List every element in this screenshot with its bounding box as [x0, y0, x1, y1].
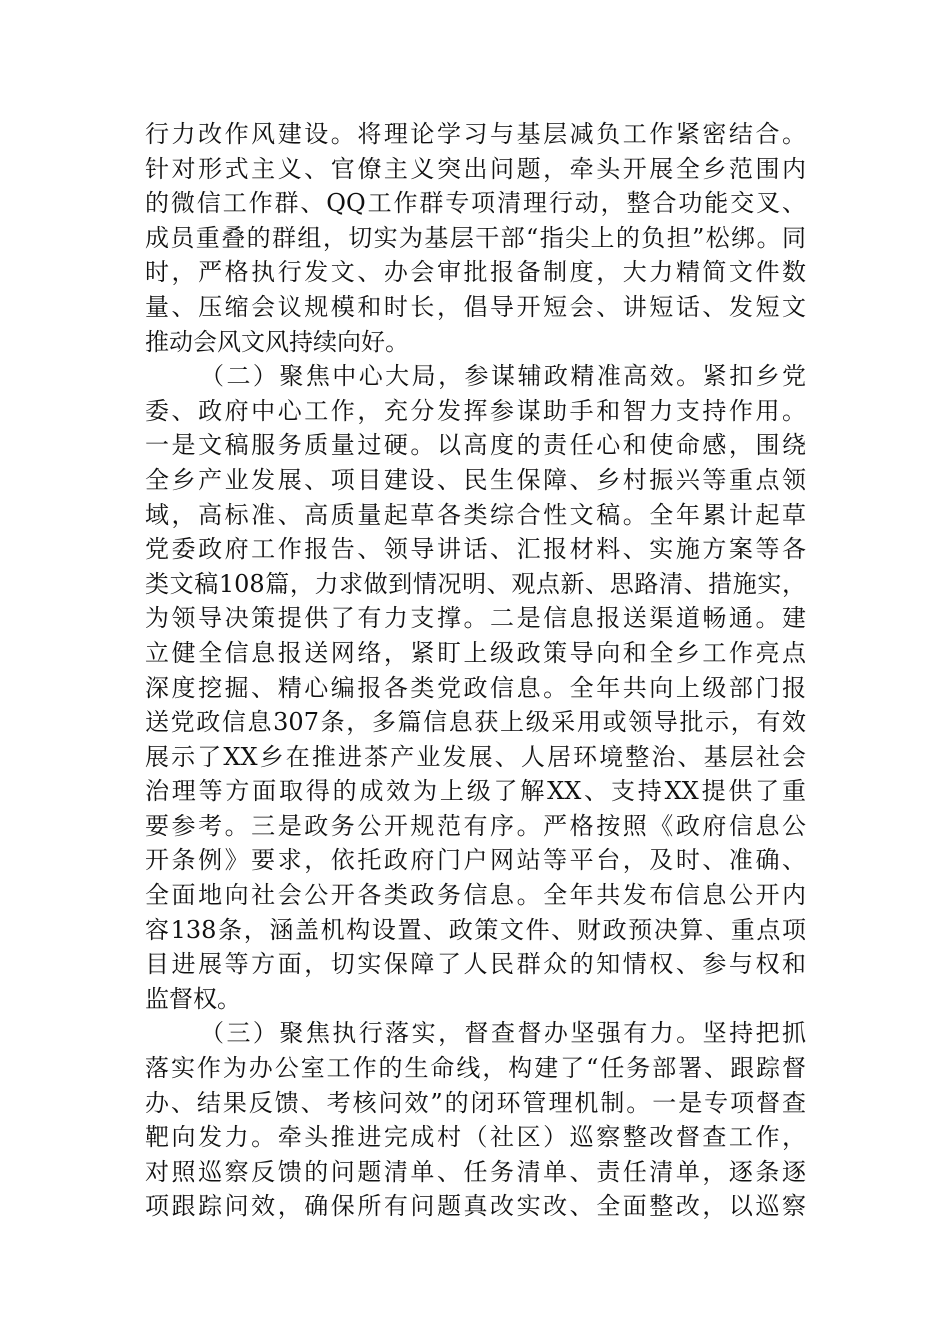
- text-line: 时，严格执行发文、办会审批报备制度，大力精简文件数: [145, 258, 806, 287]
- text-line: 靶向发力。牵头推进完成村（社区）巡察整改督查工作，: [145, 1123, 806, 1152]
- text-line: 落实作为办公室工作的生命线，构建了“任务部署、跟踪督: [145, 1054, 806, 1083]
- text-line: 委、政府中心工作，充分发挥参谋助手和智力支持作用。: [145, 396, 806, 425]
- paragraph: [145, 1016, 806, 1224]
- text-line: 全乡产业发展、项目建设、民生保障、乡村振兴等重点领: [145, 465, 806, 494]
- text-line: 容138条，涵盖机构设置、政策文件、财政预决算、重点项: [145, 915, 806, 944]
- text-line: 目进展等方面，切实保障了人民群众的知情权、参与权和: [145, 950, 806, 979]
- text-line: 立健全信息报送网络，紧盯上级政策导向和全乡工作亮点: [145, 638, 806, 667]
- text-line: 展示了XX乡在推进茶产业发展、人居环境整治、基层社会: [145, 742, 806, 771]
- text-line: （三）聚焦执行落实，督查督办坚强有力。坚持把抓: [200, 1019, 806, 1048]
- text-line: 监督权。: [145, 984, 241, 1013]
- text-line: 行力改作风建设。将理论学习与基层减负工作紧密结合。: [145, 120, 806, 148]
- text-line: 成员重叠的群组，切实为基层干部“指尖上的负担”松绑。同: [145, 223, 806, 252]
- text-line: 为领导决策提供了有力支撑。二是信息报送渠道畅通。建: [145, 604, 806, 633]
- text-line: 治理等方面取得的成效为上级了解XX、支持XX提供了重: [145, 777, 806, 806]
- text-line: 党委政府工作报告、领导讲话、汇报材料、实施方案等各: [145, 535, 806, 564]
- text-line: （二）聚焦中心大局，参谋辅政精准高效。紧扣乡党: [200, 362, 806, 391]
- text-line: 要参考。三是政务公开规范有序。严格按照《政府信息公: [145, 811, 806, 840]
- text-line: 一是文稿服务质量过硬。以高度的责任心和使命感，围绕: [145, 431, 806, 460]
- text-line: 项跟踪问效，确保所有问题真改实改、全面整改，以巡察: [145, 1192, 806, 1221]
- text-line: 量、压缩会议规模和时长，倡导开短会、讲短话、发短文: [145, 292, 806, 321]
- text-line: 全面地向社会公开各类政务信息。全年共发布信息公开内: [145, 881, 806, 910]
- text-line: 针对形式主义、官僚主义突出问题，牵头开展全乡范围内: [145, 154, 806, 183]
- text-line: 的微信工作群、QQ工作群专项清理行动，整合功能交叉、: [145, 189, 806, 218]
- text-line: 深度挖掘、精心编报各类党政信息。全年共向上级部门报: [145, 673, 806, 702]
- paragraph: [145, 117, 806, 359]
- text-line: 类文稿108篇，力求做到情况明、观点新、思路清、措施实，: [145, 569, 806, 598]
- text-line: 对照巡察反馈的问题清单、任务清单、责任清单，逐条逐: [145, 1157, 806, 1186]
- text-line: 送党政信息307条，多篇信息获上级采用或领导批示，有效: [145, 708, 806, 737]
- document-page: [145, 117, 806, 1224]
- text-line: 办、结果反馈、考核问效”的闭环管理机制。一是专项督查: [145, 1088, 806, 1117]
- text-line: 开条例》要求，依托政府门户网站等平台，及时、准确、: [145, 846, 806, 875]
- paragraph: [145, 359, 806, 1016]
- text-line: 推动会风文风持续向好。: [145, 327, 409, 356]
- text-line: 域，高标准、高质量起草各类综合性文稿。全年累计起草: [145, 500, 806, 529]
